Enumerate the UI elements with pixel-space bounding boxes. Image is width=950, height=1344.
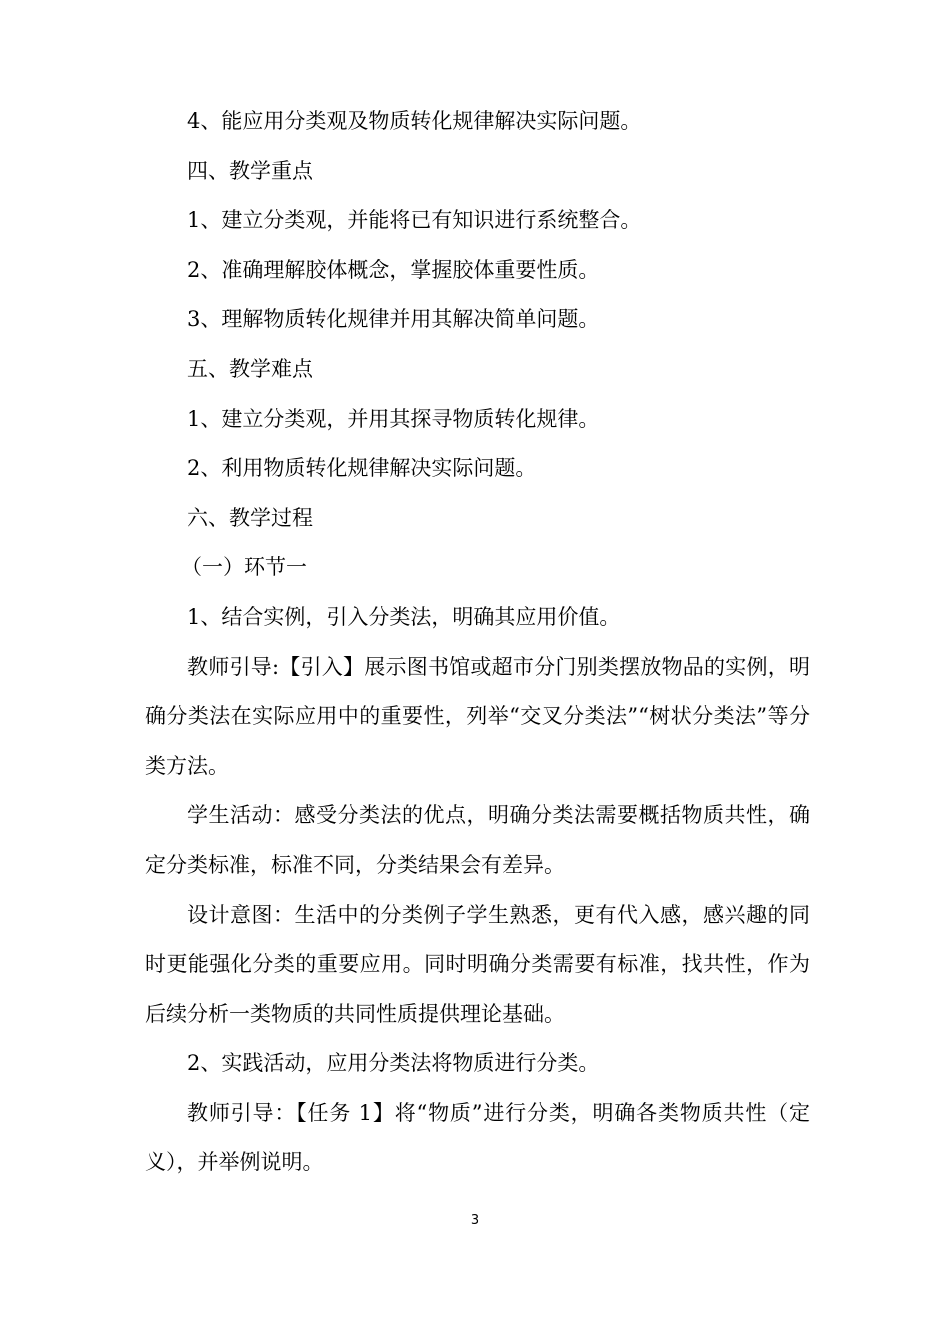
difficulty-item-2: 2、利用物质转化规律解决实际问题。: [187, 456, 537, 481]
heading-teaching-process: 六、教学过程: [187, 505, 313, 530]
step-2-title: 2、实践活动，应用分类法将物质进行分类。: [187, 1051, 600, 1076]
teacher-guidance-task-1: 教师引导：【任务 1】将“物质”进行分类，明确各类物质共性（定义），并举例说明。: [145, 1100, 810, 1175]
objective-4: 4、能应用分类观及物质转化规律解决实际问题。: [187, 109, 642, 133]
focus-item-3: 3、理解物质转化规律并用其解决简单问题。: [187, 307, 600, 332]
focus-item-2: 2、准确理解胶体概念，掌握胶体重要性质。: [187, 257, 600, 282]
design-intent: 设计意图：生活中的分类例子学生熟悉，更有代入感，感兴趣的同时更能强化分类的重要应用。同时明确分类需要有标准，找共性，作为后续分析一类物质的共同性质提供理论基础。: [145, 902, 810, 1026]
step-1-title: 1、结合实例，引入分类法，明确其应用价值。: [187, 604, 621, 629]
student-activity: 学生活动：感受分类法的优点，明确分类法需要概括物质共性，确定分类标准，标准不同，分类结果会有差异。: [145, 803, 810, 877]
heading-teaching-focus: 四、教学重点: [187, 158, 313, 183]
page-number: 3: [470, 1213, 480, 1228]
teacher-guidance-intro: 教师引导:【引入】展示图书馆或超市分门别类摆放物品的实例，明确分类法在实际应用中的重要性，列举“交叉分类法”“树状分类法”等分类方法。: [145, 654, 810, 778]
difficulty-item-1: 1、建立分类观，并用其探寻物质转化规律。: [187, 406, 600, 431]
subheading-stage-one: （一）环节一: [181, 555, 307, 580]
document-body: [145, 97, 810, 1188]
heading-teaching-difficulty: 五、教学难点: [187, 356, 313, 381]
focus-item-1: 1、建立分类观，并能将已有知识进行系统整合。: [187, 208, 642, 233]
